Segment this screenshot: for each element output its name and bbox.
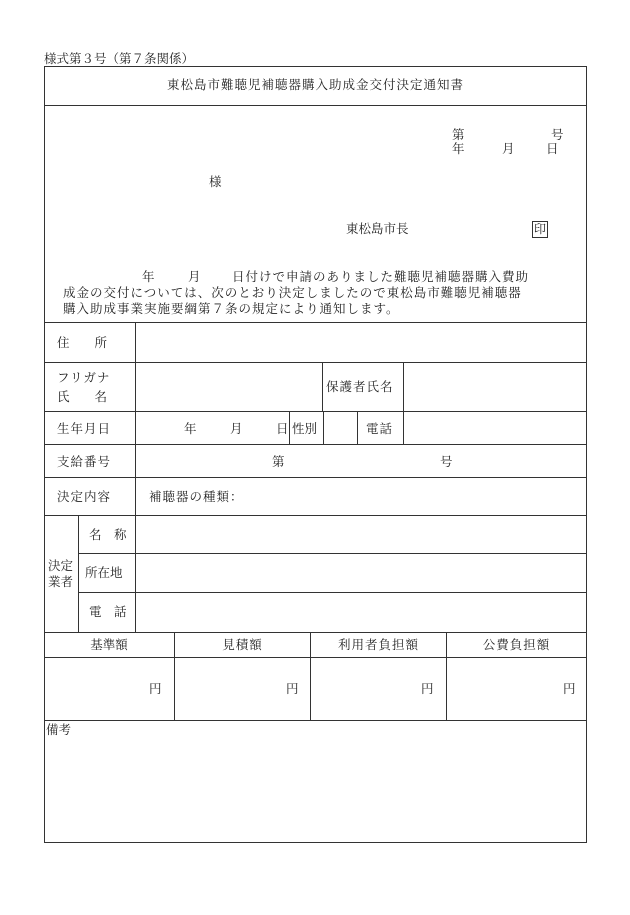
label-birthdate: 生年月日 xyxy=(57,421,112,436)
amount-unit-4: 円 xyxy=(563,681,576,696)
col-line-guardian-left xyxy=(322,362,323,411)
row-line-4 xyxy=(44,444,587,445)
col-line-guardian-right xyxy=(403,362,404,444)
label-vendor-location: 所在地 xyxy=(85,565,123,580)
number-dai: 第 xyxy=(452,127,465,142)
col-line-gender-right xyxy=(323,411,324,444)
frame-top xyxy=(44,66,587,67)
label-address: 住 所 xyxy=(57,335,108,350)
label-vendor-1: 決定 xyxy=(48,558,74,573)
frame-right xyxy=(586,66,587,843)
date-hi: 日 xyxy=(546,141,559,156)
label-decision: 決定内容 xyxy=(57,489,112,504)
label-vendor-2: 業者 xyxy=(48,574,74,589)
row-line-1 xyxy=(44,322,587,323)
seal-mark: 印 xyxy=(533,222,546,236)
number-go: 号 xyxy=(551,127,564,142)
label-name: 氏 名 xyxy=(57,389,108,404)
body-nen: 年 xyxy=(142,269,156,284)
title-divider xyxy=(44,105,587,106)
row-line-7 xyxy=(78,553,587,554)
col-line-label xyxy=(135,322,136,632)
addressee-sama: 様 xyxy=(209,174,222,189)
row-line-10 xyxy=(44,657,587,658)
amount-header-public-share: 公費負担額 xyxy=(482,637,551,652)
label-gender: 性別 xyxy=(292,421,318,436)
col-line-phone-left xyxy=(357,411,358,444)
row-line-3 xyxy=(44,411,587,412)
frame-left xyxy=(44,66,45,843)
body-tsuki: 月 xyxy=(188,269,202,284)
form-label: 様式第３号（第７条関係） xyxy=(44,51,195,66)
date-nen: 年 xyxy=(452,141,465,156)
row-line-2 xyxy=(44,362,587,363)
label-vendor-phone: 電 話 xyxy=(89,604,127,619)
birth-hi: 日 xyxy=(276,421,289,436)
amount-unit-2: 円 xyxy=(286,681,299,696)
label-furigana: フリガナ xyxy=(57,370,111,385)
date-tsuki: 月 xyxy=(502,141,515,156)
payment-go: 号 xyxy=(440,454,453,469)
body-line-3: 購入助成事業実施要綱第７条の規定により通知します。 xyxy=(63,301,400,316)
birth-tsuki: 月 xyxy=(230,421,243,436)
body-line-2: 成金の交付については、次のとおり決定しましたので東松島市難聴児補聴器 xyxy=(63,285,522,300)
col-line-gender-left xyxy=(289,411,290,444)
row-line-6 xyxy=(44,515,587,516)
label-phone: 電話 xyxy=(366,421,394,436)
row-line-11 xyxy=(44,720,587,721)
frame-bottom xyxy=(44,842,587,843)
amount-header-user-share: 利用者負担額 xyxy=(337,637,419,652)
amount-header-estimate: 見積額 xyxy=(222,637,263,652)
amount-unit-3: 円 xyxy=(421,681,434,696)
remarks-label: 備考 xyxy=(46,722,72,737)
row-line-5 xyxy=(44,477,587,478)
row-line-9 xyxy=(44,632,587,633)
col-line-vendor xyxy=(78,515,79,632)
hearing-aid-type-label: 補聴器の種類： xyxy=(149,489,244,504)
row-line-8 xyxy=(78,592,587,593)
document-title: 東松島市難聴児補聴器購入助成金交付決定通知書 xyxy=(166,77,464,92)
label-guardian: 保護者氏名 xyxy=(326,379,394,394)
amount-header-standard: 基準額 xyxy=(90,637,128,652)
mayor-name: 東松島市長 xyxy=(346,221,409,236)
amount-unit-1: 円 xyxy=(149,681,162,696)
payment-dai: 第 xyxy=(272,454,285,469)
birth-nen: 年 xyxy=(184,421,197,436)
label-payment-number: 支給番号 xyxy=(57,454,112,469)
body-line-1: 日付けで申請のありました難聴児補聴器購入費助 xyxy=(232,269,530,284)
label-vendor-name: 名 称 xyxy=(89,527,127,542)
